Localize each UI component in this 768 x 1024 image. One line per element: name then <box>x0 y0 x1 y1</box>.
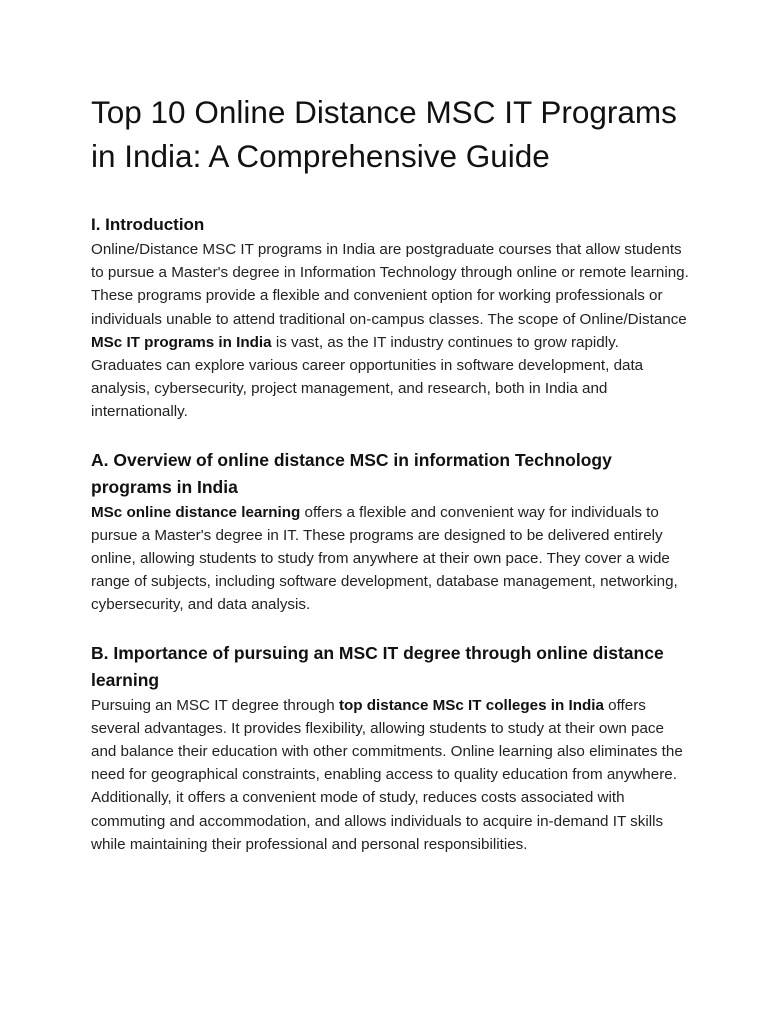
section-b-text-2: offers several advantages. It provides flexibility, allowing students to study at their own pace and balance their education with other commitments. Online learning also eliminates the need for geographical constraints, enabling access to quality education from anywhere. Additionally, it offers a convenient mode of study, reduces costs associated with commuting and accommodation, and allows individuals to acquire in-demand IT skills while maintaining their professional and personal responsibilities. <box>91 696 683 853</box>
page-title: Top 10 Online Distance MSC IT Programs in India: A Comprehensive Guide <box>91 94 677 174</box>
section-a-heading: A. Overview of online distance MSC in information Technology programs in India <box>91 449 612 497</box>
section-a-text: offers a flexible and convenient way for individuals to pursue a Master's degree in IT. These programs are designed to be delivered entirely online, allowing students to study from anywhere at their own pace. They cover a wide range of subjects, including software development, database management, networking, cybersecurity, and data analysis. <box>91 503 678 614</box>
intro-text-1: Online/Distance MSC IT programs in India are postgraduate courses that allow students to pursue a Master's degree in Information Technology through online or remote learning. These programs provide a flexible and convenient option for working professionals or individuals unable to attend traditional on-campus classes. The scope of Online/Distance <box>91 241 689 328</box>
section-b-bold-text: top distance MSc IT colleges in India <box>338 696 604 714</box>
intro-heading: I. Introduction <box>91 215 205 234</box>
section-b-heading: B. Importance of pursuing an MSC IT degree through online distance learning <box>91 642 664 690</box>
intro-paragraph <box>91 238 691 424</box>
intro-text-2: is vast, as the IT industry continues to grow rapidly. Graduates can explore various career opportunities in software development, data analysis, cybersecurity, project management, and research, both in India and internationally. <box>91 333 644 421</box>
section-a-bold-text: MSc online distance learning <box>91 503 301 521</box>
section-b-paragraph <box>91 694 691 856</box>
section-b-text-1: Pursuing an MSC IT degree through <box>91 696 339 714</box>
document-page <box>91 90 691 856</box>
section-a-paragraph <box>91 501 691 617</box>
intro-bold-link-text: MSc IT programs in India <box>91 333 272 351</box>
